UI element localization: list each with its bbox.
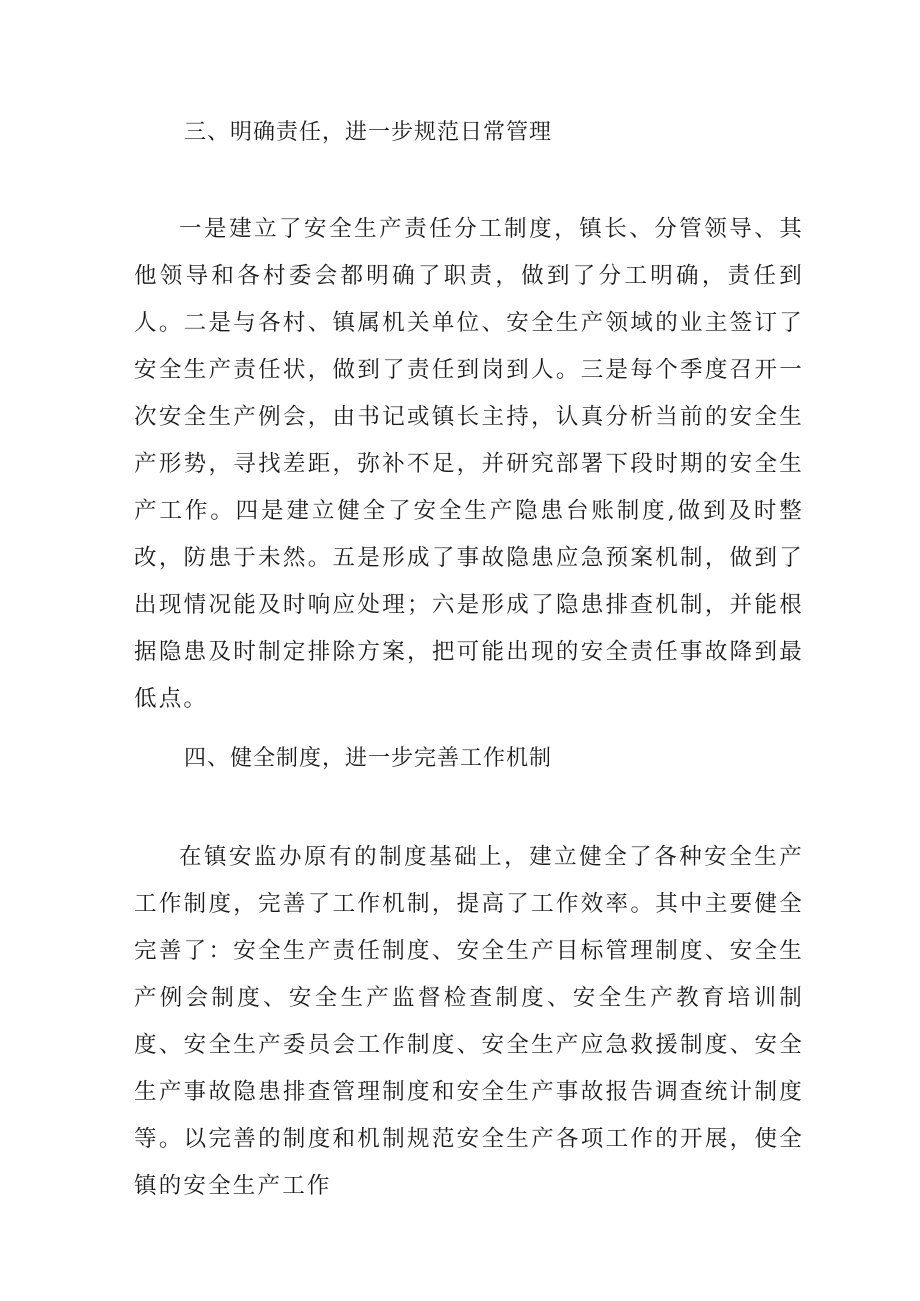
section-4-paragraph: 在镇安监办原有的制度基础上，建立健全了各种安全生产工作制度，完善了工作机制，提高了工作效率。其中主要健全完善了：安全生产责任制度、安全生产目标管理制度、安全生产例会制度、安全生产监督检查制度、安全生产教育培训制度、安全生产委员会工作制度、安全生产应急救援制度、安全生产事故隐患排查管理制度和安全生产事故报告调查统计制度等。以完善的制度和机制规范安全生产各项工作的开展，使全镇的安全生产工作 [134, 844, 804, 1199]
section-3-paragraph: 一是建立了安全生产责任分工制度，镇长、分管领导、其他领导和各村委会都明确了职责，做到了分工明确，责任到人。二是与各村、镇属机关单位、安全生产领域的业主签订了安全生产责任状，做到了责任到岗到人。三是每个季度召开一次安全生产例会，由书记或镇长主持，认真分析当前的安全生产形势，寻找差距，弥补不足，并研究部署下段时期的安全生产工作。四是建立健全了安全生产隐患台账制度,做到及时整改，防患于未然。五是形成了事故隐患应急预案机制，做到了出现情况能及时响应处理；六是形成了隐患排查机制，并能根据隐患及时制定排除方案，把可能出现的安全责任事故降到最低点。 [134, 216, 804, 712]
section-3-heading: 三、明确责任，进一步规范日常管理 [184, 120, 553, 145]
section-4-heading: 四、健全制度，进一步完善工作机制 [184, 746, 553, 771]
